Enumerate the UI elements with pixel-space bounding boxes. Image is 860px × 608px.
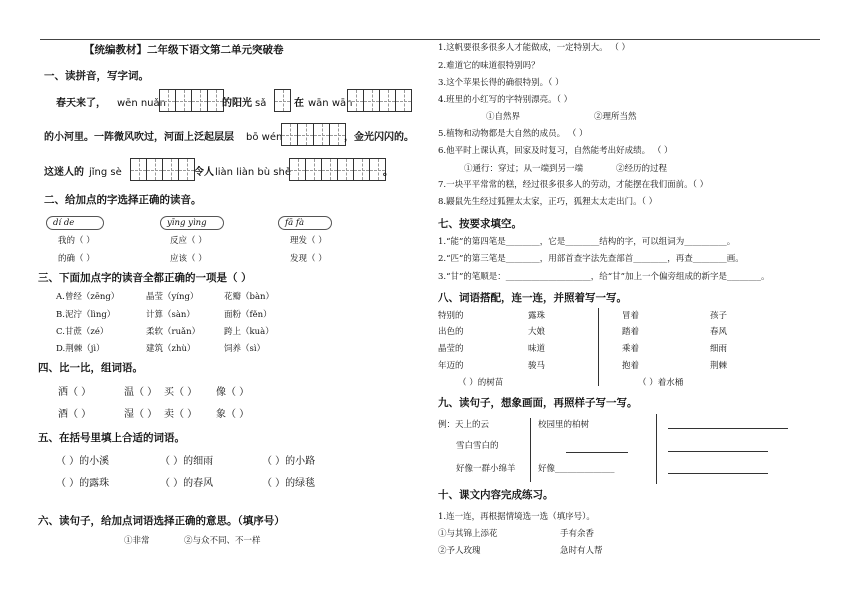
s9-col2-blank[interactable] bbox=[566, 452, 628, 453]
s3-r3-c1: C.甘蔗（zé） bbox=[56, 327, 109, 337]
s10-item-2-right: 急时有人帮 bbox=[560, 546, 603, 556]
s3-r3-c3: 跨上（kuà） bbox=[224, 327, 274, 337]
s6-item-3: 3.这个苹果长得的确很特别。（ ） bbox=[438, 78, 564, 88]
s4-r1-3: 买（ ） bbox=[164, 387, 198, 398]
s8-fill-2: （ ）着水桶 bbox=[638, 378, 684, 388]
s8-a-2: 出色的 bbox=[438, 327, 464, 337]
s4-r2-3: 卖（ ） bbox=[164, 409, 198, 420]
page-title: 【统编教材】二年级下语文第二单元突破卷 bbox=[84, 44, 284, 56]
pinyin-oval-2: yīng yìng bbox=[160, 216, 224, 230]
s1-r2-text-b: ，金光闪闪的。 bbox=[344, 132, 414, 143]
s6-option-4: ②理所当然 bbox=[594, 112, 637, 122]
s7-item-3: 3.“甘”的笔顺是：____________________，给“甘”加上一个偏旁组成的新字是________。 bbox=[438, 272, 770, 282]
section-4-heading: 四、比一比，组词语。 bbox=[38, 362, 143, 374]
s8-c-2: 踏着 bbox=[622, 327, 640, 337]
s7-item-2: 2.“匹”的第三笔是________，用部首查字法先查部首________，再查________画。 bbox=[438, 254, 744, 264]
s6-item-8: 8.鼹鼠先生经过狐狸太太家，正巧，狐狸太太走出门。（ ） bbox=[438, 197, 658, 207]
s4-r1-4: 像（ ） bbox=[216, 387, 250, 398]
s1-r3-pinyin-2: liàn liàn bù shě bbox=[215, 167, 291, 178]
s10-item-1-left: ①与其锦上添花 bbox=[438, 529, 498, 539]
s3-r3-c2: 柔软（ruǎn） bbox=[146, 327, 201, 337]
s4-r2-1: 酒（ ） bbox=[58, 409, 92, 420]
s9-col3-blank-1[interactable] bbox=[668, 428, 788, 429]
s6-item-5: 5.植物和动物都是大自然的成员。 （ ） bbox=[438, 129, 588, 139]
s8-a-1: 特别的 bbox=[438, 311, 464, 321]
s9-col2-a: 校园里的柏树 bbox=[538, 420, 590, 430]
s8-d-1: 孩子 bbox=[710, 311, 728, 321]
s8-b-4: 骏马 bbox=[528, 361, 546, 371]
s4-r1-2: 温（ ） bbox=[124, 387, 158, 398]
s1-r1-pinyin-2: sǎ bbox=[255, 98, 267, 109]
s4-r2-2: 湿（ ） bbox=[124, 409, 158, 420]
s6-item-7: 7.一块平平常常的糕，经过很多很多人的劳动，才能摆在我们面前。（ ） bbox=[438, 180, 709, 190]
section-8-heading: 八、词语搭配，连一连，并照着写一写。 bbox=[438, 292, 627, 304]
s6-option-1: ①非常 bbox=[124, 536, 150, 546]
s1-answer-box-2[interactable] bbox=[274, 89, 291, 112]
s1-r1-pinyin-1: wēn nuǎn bbox=[117, 98, 166, 109]
s3-r4-c2: 建筑（zhù） bbox=[146, 344, 196, 354]
s3-r1-c3: 花瓣（bàn） bbox=[224, 292, 274, 302]
s1-r1-text-b: 的阳光 bbox=[222, 98, 252, 109]
s5-r1-2: （ ）的细雨 bbox=[160, 456, 214, 467]
s8-a-3: 晶莹的 bbox=[438, 344, 464, 354]
s6-item-2: 2.难道它的味道很特别吗？ bbox=[438, 61, 540, 71]
s6-option-6: ②经历的过程 bbox=[616, 164, 668, 174]
s8-d-4: 荆棘 bbox=[710, 361, 728, 371]
s3-r2-c2: 计算（sàn） bbox=[146, 310, 195, 320]
s8-b-2: 大娘 bbox=[528, 327, 546, 337]
s6-item-1: 1.这帆要很多很多人才能做成，一定特别大。 （ ） bbox=[438, 43, 631, 53]
s8-c-3: 乘着 bbox=[622, 344, 640, 354]
s10-item-1-right: 手有余香 bbox=[560, 529, 595, 539]
s5-r2-3: （ ）的绿毯 bbox=[262, 478, 316, 489]
s5-r2-1: （ ）的露珠 bbox=[56, 478, 110, 489]
s3-r1-c1: A.曾经（zēng） bbox=[56, 292, 120, 302]
s3-r2-c1: B.泥泞（lìng） bbox=[56, 310, 116, 320]
s1-answer-box-1[interactable] bbox=[159, 89, 224, 112]
s9-col3-blank-3[interactable] bbox=[668, 473, 768, 474]
s3-r1-c2: 晶莹（yíng） bbox=[146, 292, 199, 302]
section-3-heading: 三、下面加点字的读音全都正确的一项是（ ） bbox=[38, 272, 252, 284]
s8-b-3: 味道 bbox=[528, 344, 546, 354]
s6-item-4: 4.班里的小红写的字特别漂亮。（ ） bbox=[438, 95, 573, 105]
s9-example: 例：天上的云 bbox=[438, 420, 490, 430]
s1-r1-text-a: 春天来了， bbox=[56, 98, 106, 109]
s1-r1-text-c: 在 bbox=[294, 98, 304, 109]
s8-fill-1: （ ）的树苗 bbox=[458, 378, 504, 388]
s2-word-3: 理发（ ） bbox=[290, 236, 327, 246]
section-9-heading: 九、读句子，想象画面，再照样子写一写。 bbox=[438, 397, 638, 409]
s5-r1-1: （ ）的小溪 bbox=[56, 456, 110, 467]
s4-r1-1: 洒（ ） bbox=[58, 387, 92, 398]
s2-word-1: 我的（ ） bbox=[58, 236, 95, 246]
s3-r2-c3: 面粉（fěn） bbox=[224, 310, 272, 320]
s8-d-3: 细雨 bbox=[710, 344, 728, 354]
s1-answer-box-5[interactable] bbox=[130, 158, 195, 181]
s5-r2-2: （ ）的春风 bbox=[160, 478, 214, 489]
s8-b-1: 露珠 bbox=[528, 311, 546, 321]
s2-word-5: 应该（ ） bbox=[170, 254, 207, 264]
section-7-heading: 七、按要求填空。 bbox=[438, 218, 522, 230]
pinyin-oval-3: fā fà bbox=[278, 216, 332, 230]
s1-r3-text-a: 这迷人的 bbox=[44, 167, 84, 178]
section-6-heading: 六、读句子，给加点词语选择正确的意思。（填序号） bbox=[38, 515, 285, 527]
section-2-heading: 二、给加点的字选择正确的读音。 bbox=[44, 194, 202, 206]
s1-answer-box-4[interactable] bbox=[281, 123, 346, 146]
s3-r4-c1: D.荆棘（jì） bbox=[56, 344, 105, 354]
s9-col3-blank-2[interactable] bbox=[668, 451, 768, 452]
s5-r1-3: （ ）的小路 bbox=[262, 456, 316, 467]
s9-line-2: 好像一群小绵羊 bbox=[456, 464, 516, 474]
s6-option-5: ①通行：穿过；从一端到另一端 bbox=[464, 164, 584, 174]
s1-r3-pinyin-1: jǐng sè bbox=[89, 167, 122, 178]
s8-a-4: 年迈的 bbox=[438, 361, 464, 371]
s9-col2-b: 好像______________ bbox=[538, 464, 615, 474]
s1-answer-box-6[interactable] bbox=[289, 158, 386, 181]
section-10-heading: 十、课文内容完成练习。 bbox=[438, 489, 554, 501]
s6-item-6: 6.他平时上课认真，回家及时复习，自然能考出好成绩。 （ ） bbox=[438, 146, 673, 156]
s10-intro: 1.连一连，再根据情境选一选（填序号）。 bbox=[438, 512, 595, 522]
s10-item-2-left: ②予人玫瑰 bbox=[438, 546, 481, 556]
s4-r2-4: 象（ ） bbox=[216, 409, 250, 420]
s8-divider bbox=[598, 308, 599, 386]
s9-divider-1 bbox=[530, 418, 531, 482]
s1-r2-text-a: 的小河里。一阵微风吹过，河面上泛起层层 bbox=[44, 132, 234, 143]
s2-word-6: 发现（ ） bbox=[290, 254, 327, 264]
s8-d-2: 春风 bbox=[710, 327, 728, 337]
s6-option-2: ②与众不同、不一样 bbox=[184, 536, 261, 546]
top-rule bbox=[40, 39, 820, 40]
pinyin-oval-1: dí de bbox=[46, 216, 104, 230]
s1-r3-text-c: 。 bbox=[383, 167, 393, 178]
s1-r2-pinyin: bō wén bbox=[246, 132, 283, 143]
s6-option-3: ①自然界 bbox=[486, 112, 521, 122]
section-5-heading: 五、在括号里填上合适的词语。 bbox=[38, 432, 185, 444]
s1-answer-box-3[interactable] bbox=[347, 89, 412, 112]
s9-line-1: 雪白雪白的 bbox=[456, 441, 499, 451]
s2-word-4: 的确（ ） bbox=[58, 254, 95, 264]
s8-c-1: 冒着 bbox=[622, 311, 640, 321]
s1-r3-text-b: 令人 bbox=[194, 167, 214, 178]
s8-c-4: 抱着 bbox=[622, 361, 640, 371]
s9-divider-2 bbox=[656, 414, 657, 484]
s7-item-1: 1.“能”的第四笔是________，它是________结构的字，可以组词为__________。 bbox=[438, 237, 736, 247]
s2-word-2: 反应（ ） bbox=[170, 236, 207, 246]
s3-r4-c3: 饲养（sì） bbox=[224, 344, 266, 354]
s1-r1-pinyin-3: wān wān bbox=[308, 98, 353, 109]
section-1-heading: 一、读拼音，写字词。 bbox=[44, 70, 149, 82]
